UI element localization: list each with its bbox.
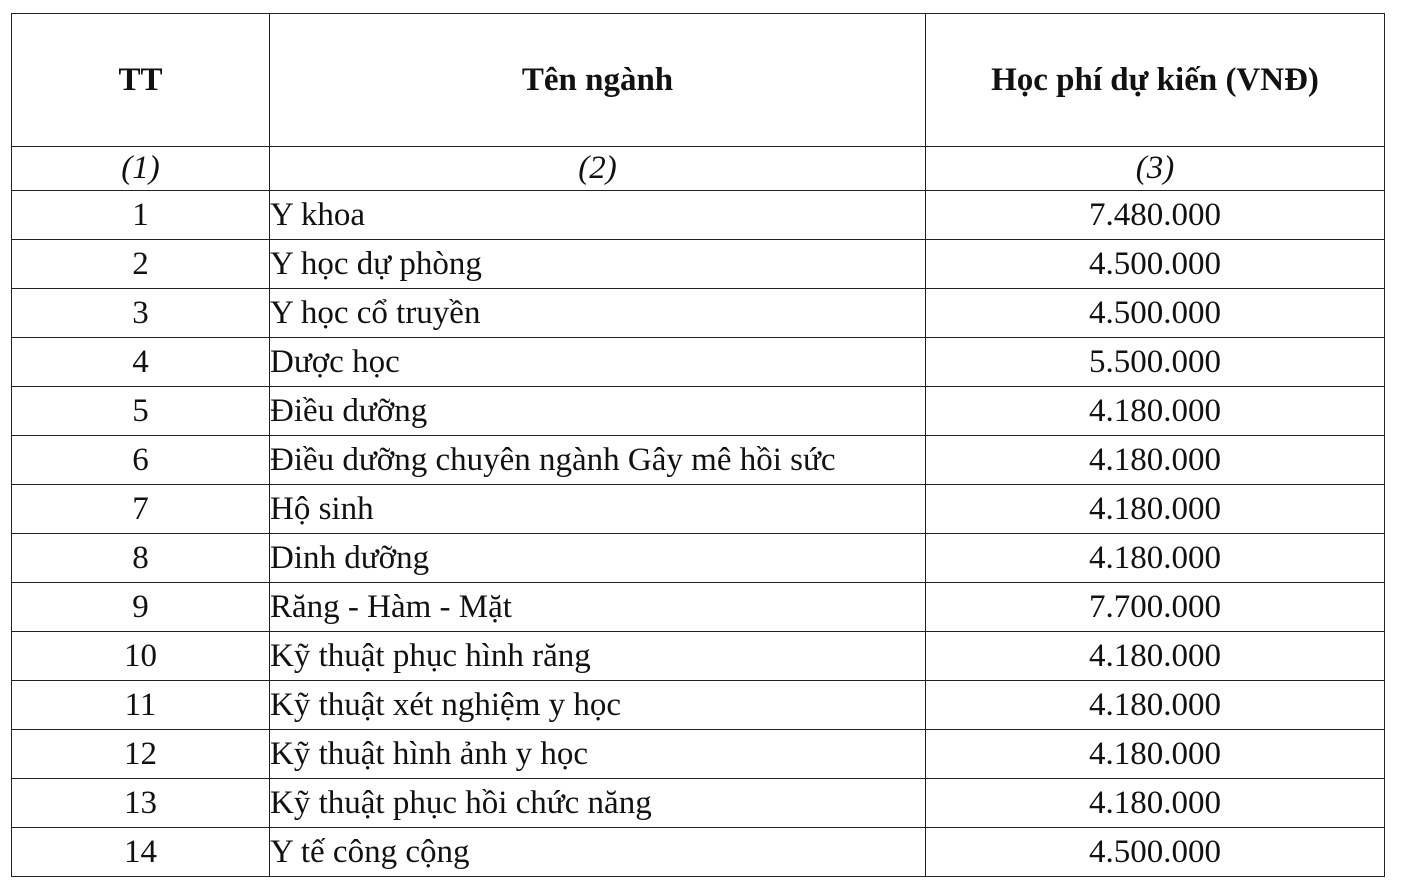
row-number: 3: [12, 289, 270, 338]
tuition-fee: 4.180.000: [926, 436, 1385, 485]
row-number: 14: [12, 828, 270, 877]
table-row: [12, 730, 1385, 779]
tuition-fee: 4.180.000: [926, 730, 1385, 779]
header-fee: Học phí dự kiến (VNĐ): [926, 14, 1385, 147]
program-name: Dinh dưỡng: [270, 534, 926, 583]
tuition-fee: 4.500.000: [926, 240, 1385, 289]
table-row: [12, 240, 1385, 289]
column-index-row: [12, 147, 1385, 191]
program-name: Điều dưỡng: [270, 387, 926, 436]
tuition-fee: 4.500.000: [926, 289, 1385, 338]
program-name: Điều dưỡng chuyên ngành Gây mê hồi sức: [270, 436, 926, 485]
tuition-fee: 4.180.000: [926, 779, 1385, 828]
program-name: Kỹ thuật phục hồi chức năng: [270, 779, 926, 828]
row-number: 5: [12, 387, 270, 436]
column-index-2: (2): [270, 147, 926, 191]
program-name: Hộ sinh: [270, 485, 926, 534]
row-number: 6: [12, 436, 270, 485]
header-tt: TT: [12, 14, 270, 147]
row-number: 11: [12, 681, 270, 730]
row-number: 13: [12, 779, 270, 828]
program-name: Kỹ thuật hình ảnh y học: [270, 730, 926, 779]
program-name: Kỹ thuật phục hình răng: [270, 632, 926, 681]
tuition-fee: 4.180.000: [926, 681, 1385, 730]
table-row: [12, 534, 1385, 583]
row-number: 12: [12, 730, 270, 779]
program-name: Dược học: [270, 338, 926, 387]
table-row: [12, 436, 1385, 485]
row-number: 1: [12, 191, 270, 240]
tuition-fee: 4.500.000: [926, 828, 1385, 877]
table-header-row: [12, 14, 1385, 147]
program-name: Y học cổ truyền: [270, 289, 926, 338]
program-name: Kỹ thuật xét nghiệm y học: [270, 681, 926, 730]
table-row: [12, 191, 1385, 240]
tuition-fee: 4.180.000: [926, 485, 1385, 534]
tuition-fee: 4.180.000: [926, 534, 1385, 583]
program-name: Y học dự phòng: [270, 240, 926, 289]
tuition-fee-table: [11, 13, 1385, 877]
tuition-fee: 4.180.000: [926, 632, 1385, 681]
table-row: [12, 338, 1385, 387]
program-name: Răng - Hàm - Mặt: [270, 583, 926, 632]
program-name: Y khoa: [270, 191, 926, 240]
column-index-1: (1): [12, 147, 270, 191]
column-index-3: (3): [926, 147, 1385, 191]
program-name: Y tế công cộng: [270, 828, 926, 877]
table-row: [12, 828, 1385, 877]
row-number: 4: [12, 338, 270, 387]
row-number: 8: [12, 534, 270, 583]
table-row: [12, 387, 1385, 436]
table-row: [12, 485, 1385, 534]
tuition-fee: 5.500.000: [926, 338, 1385, 387]
table-row: [12, 779, 1385, 828]
table-row: [12, 681, 1385, 730]
table-row: [12, 583, 1385, 632]
row-number: 9: [12, 583, 270, 632]
table-row: [12, 632, 1385, 681]
row-number: 10: [12, 632, 270, 681]
tuition-fee: 4.180.000: [926, 387, 1385, 436]
row-number: 7: [12, 485, 270, 534]
table-row: [12, 289, 1385, 338]
header-name: Tên ngành: [270, 14, 926, 147]
row-number: 2: [12, 240, 270, 289]
tuition-fee: 7.700.000: [926, 583, 1385, 632]
tuition-fee: 7.480.000: [926, 191, 1385, 240]
